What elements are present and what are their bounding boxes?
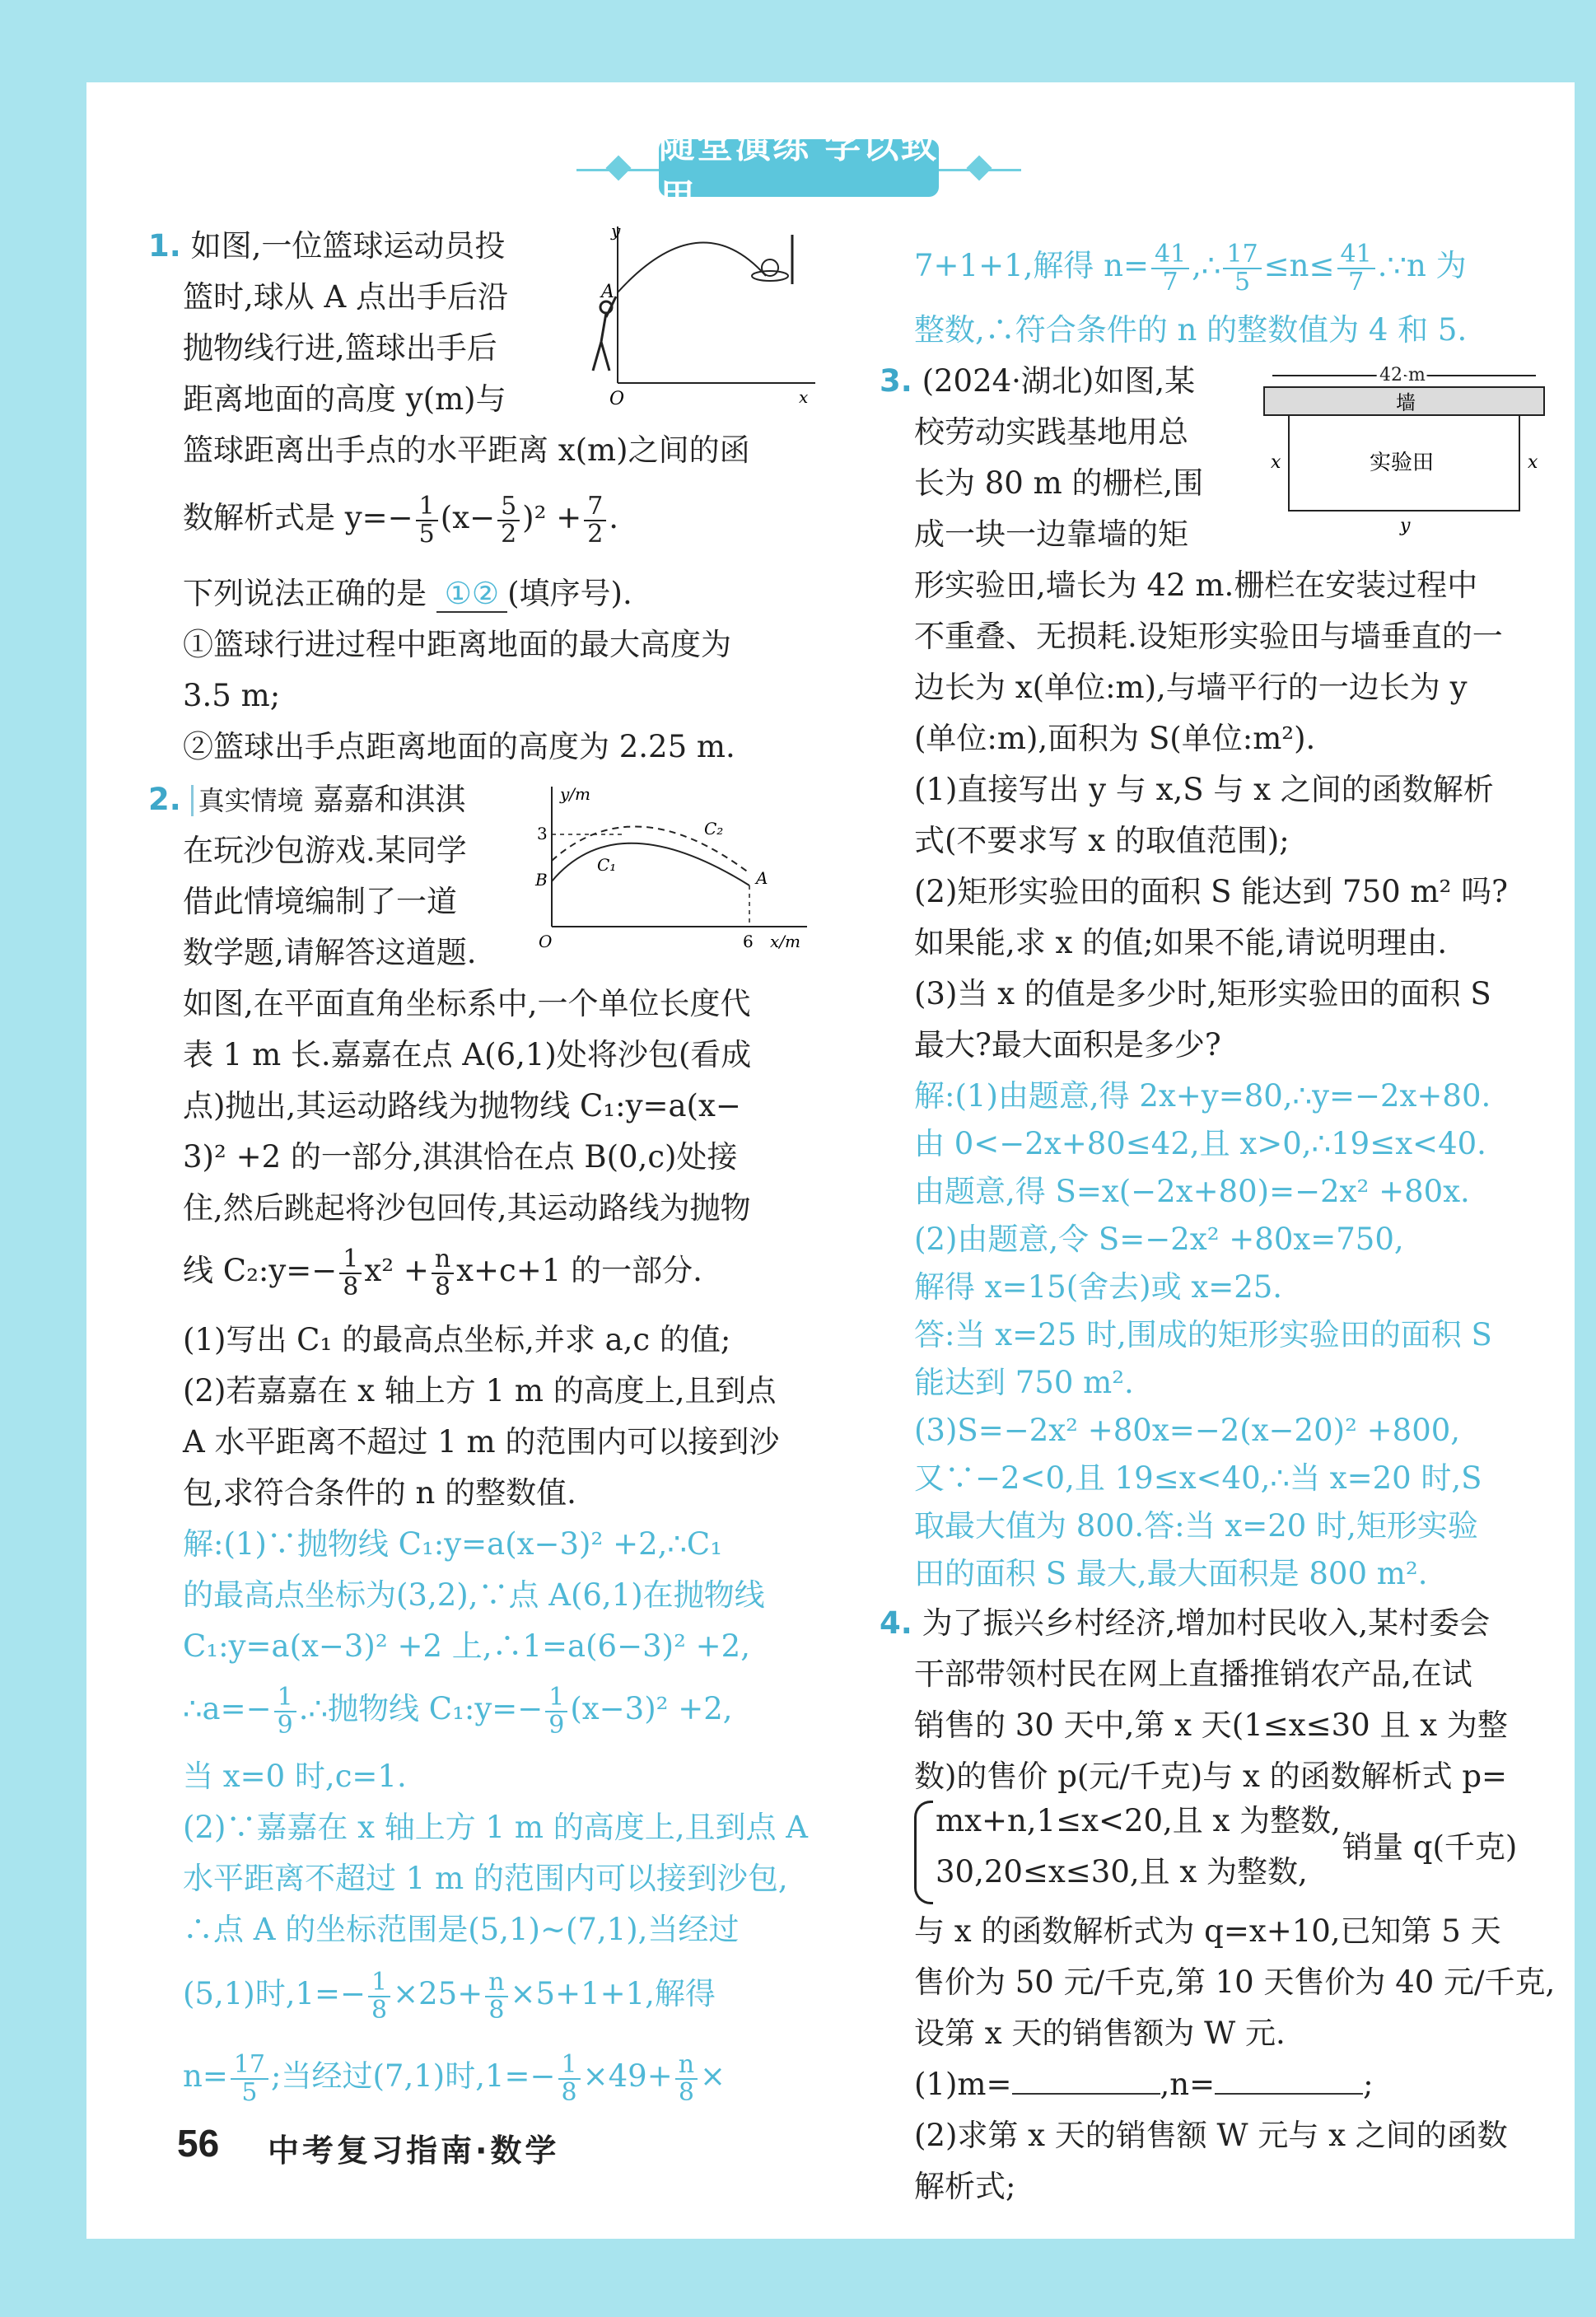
q3-sol10: 取最大值为 800.答:当 x=20 时,矩形实验 (914, 1508, 1478, 1544)
label-O: O (539, 932, 553, 951)
q2-part2b: A 水平距离不超过 1 m 的范围内可以接到沙 (183, 1424, 780, 1460)
m-blank[interactable] (1012, 2060, 1160, 2095)
q3-line2: 校劳动实践基地用总 (914, 414, 1188, 450)
label-x: x/m (770, 932, 800, 951)
q2-sol8: ∴点 A 的坐标范围是(5,1)~(7,1),当经过 (183, 1912, 740, 1947)
banner-line-right (939, 169, 1021, 171)
q3-sol6: 答:当 x=25 时,围成的矩形实验田的面积 S (914, 1317, 1492, 1352)
piecewise-brace (914, 1801, 933, 1904)
player (593, 297, 616, 371)
q3-line9: (1)直接写出 y 与 x,S 与 x 之间的函数解析 (914, 772, 1494, 807)
q2-part1: (1)写出 C₁ 的最高点坐标,并求 a,c 的值; (183, 1322, 731, 1357)
q4-sales: 销量 q(千克) (1342, 1829, 1518, 1865)
fraction: $\frac{5}{2}$ (497, 493, 520, 548)
q3-line13: (3)当 x 的值是多少时,矩形实验田的面积 S (914, 976, 1491, 1011)
sandbag-figure (527, 778, 824, 960)
fraction: $\frac{1}{9}$ (274, 1684, 296, 1739)
right-border (1575, 0, 1596, 2317)
label-length: 42 m (1379, 365, 1426, 385)
q2-c2-formula: 线 C₂:y=− $\frac{1}{8}$ x² + $\frac{n}{8}$ x+c+1 的一部分. (183, 1244, 702, 1301)
q2-line5: 如图,在平面直角坐标系中,一个单位长度代 (183, 986, 751, 1021)
label-y: y/m (560, 784, 591, 804)
label-wall: 墙 (1396, 391, 1416, 414)
label-y: y (1400, 516, 1411, 536)
q3-line10: 式(不要求写 x 的取值范围); (914, 823, 1290, 858)
label-O: O (609, 389, 625, 408)
label-B: B (535, 870, 548, 890)
q4-line6: 售价为 50 元/千克,第 10 天售价为 40 元/千克, (914, 1964, 1556, 2000)
q3-line14: 最大?最大面积是多少? (914, 1027, 1221, 1063)
q3-line5: 形实验田,墙长为 42 m.栅栏在安装过程中 (914, 568, 1478, 603)
q1-option1a: ①篮球行进过程中距离地面的最大高度为 (183, 627, 731, 662)
question-number: 1. (148, 228, 181, 264)
question-number: 2. (148, 782, 181, 817)
q3-line4: 成一块一边靠墙的矩 (914, 516, 1188, 552)
q3-sol3: 由题意,得 S=x(−2x+80)=−2x² +80x. (914, 1174, 1470, 1209)
banner-title: 随堂演练 学以致用 (659, 124, 939, 219)
label-A: A (601, 282, 614, 302)
q2-line8: 3)² +2 的一部分,淇淇恰在点 B(0,c)处接 (183, 1139, 738, 1175)
label-x: x (799, 387, 809, 407)
label-C1: C₁ (597, 855, 617, 875)
fraction: $\frac{1}{8}$ (368, 1969, 390, 2024)
q3-line12: 如果能,求 x 的值;如果不能,请说明理由. (914, 925, 1448, 960)
q3-line8: (单位:m),面积为 S(单位:m²). (914, 721, 1316, 756)
page-number: 56 (177, 2122, 220, 2165)
q1-line4: 距离地面的高度 y(m)与 (183, 381, 506, 417)
label-A: A (756, 868, 768, 888)
q2-line9: 住,然后跳起将沙包回传,其运动路线为抛物 (183, 1190, 751, 1226)
q4-part2a: (2)求第 x 天的销售额 W 元与 x 之间的函数 (914, 2118, 1508, 2153)
q4-line3: 销售的 30 天中,第 x 天(1≤x≤30 且 x 为整 (914, 1707, 1508, 1743)
section-banner (576, 124, 1021, 219)
book-title: 中考复习指南·数学 (268, 2132, 560, 2169)
q1-line5: 篮球距离出手点的水平距离 x(m)之间的函 (183, 432, 750, 468)
q4-line2: 干部带领村民在网上直播推销农产品,在试 (914, 1656, 1472, 1692)
diamond-icon (605, 155, 631, 180)
q2-part2c: 包,求符合条件的 n 的整数值. (183, 1475, 576, 1511)
label-6: 6 (743, 932, 754, 951)
q1-line1: 1. 如图,一位篮球运动员投 (148, 228, 506, 264)
fraction: $\frac{7}{2}$ (584, 493, 606, 548)
q3-sol1: 解:(1)由题意,得 2x+y=80,∴y=−2x+80. (914, 1078, 1491, 1114)
n-blank[interactable] (1215, 2060, 1363, 2095)
fraction: $\frac{n}{8}$ (675, 2052, 698, 2106)
q1-line2: 篮时,球从 A 点出手后沿 (183, 279, 509, 315)
q2-line6: 表 1 m 长.嘉嘉在点 A(6,1)处将沙包(看成 (183, 1037, 752, 1072)
q2-line3: 借此情境编制了一道 (183, 884, 457, 919)
bottom-border (0, 2239, 1596, 2317)
label-3: 3 (537, 824, 548, 843)
q2-sol9: (5,1)时,1=− $\frac{1}{8}$ ×25+ $\frac{n}{8}$ ×5+1+1,解得 (183, 1967, 716, 2025)
q3-line6: 不重叠、无损耗.设矩形实验田与墙垂直的一 (914, 619, 1503, 654)
label-x-right: x (1528, 452, 1538, 473)
q4-case1: mx+n,1≤x<20,且 x 为整数, (936, 1803, 1341, 1838)
q4-line5: 与 x 的函数解析式为 q=x+10,已知第 5 天 (914, 1913, 1501, 1949)
q1-line3: 抛物线行进,篮球出手后 (183, 330, 497, 366)
fraction: $\frac{41}{7}$ (1337, 241, 1375, 296)
diamond-icon (966, 155, 992, 180)
q3-sol2: 由 0<−2x+80≤42,且 x>0,∴19≤x<40. (914, 1126, 1486, 1161)
label-x-left: x (1271, 452, 1281, 473)
q3-sol7: 能达到 750 m². (914, 1365, 1134, 1400)
q2-sol2: 的最高点坐标为(3,2),∵点 A(6,1)在抛物线 (183, 1577, 765, 1613)
fraction: $\frac{1}{9}$ (545, 1684, 567, 1739)
q2-line1: 2. 真实情境 嘉嘉和淇淇 (148, 782, 466, 817)
q2-part2a: (2)若嘉嘉在 x 轴上方 1 m 的高度上,且到点 (183, 1373, 777, 1408)
fraction: $\frac{1}{5}$ (416, 493, 438, 548)
q4-case2: 30,20≤x≤30,且 x 为整数, (936, 1854, 1308, 1890)
q4-part1: (1)m= ,n= ; (914, 2059, 1374, 2110)
q3-sol9: 又∵−2<0,且 19≤x<40,∴当 x=20 时,S (914, 1460, 1482, 1496)
q3-sol8: (3)S=−2x² +80x=−2(x−20)² +800, (914, 1413, 1461, 1448)
q2-sol11: 7+1+1,解得 n= $\frac{41}{7}$ ,∴ $\frac{17}{5}$ ≤n≤ $\frac{41}{7}$ .∵n 为 (914, 239, 1467, 297)
q2-sol7: 水平距离不超过 1 m 的范围内可以接到沙包, (183, 1861, 788, 1896)
ball (762, 259, 778, 276)
q4-line1: 4. 为了振兴乡村经济,增加村民收入,某村委会 (880, 1605, 1491, 1641)
q2-sol5: 当 x=0 时,c=1. (183, 1759, 407, 1794)
q2-sol12: 整数,∴符合条件的 n 的整数值为 4 和 5. (914, 312, 1468, 348)
q2-line2: 在玩沙包游戏.某同学 (183, 833, 467, 868)
q2-sol1: 解:(1)∵抛物线 C₁:y=a(x−3)² +2,∴C₁ (183, 1526, 723, 1562)
q2-sol4: ∴a=− $\frac{1}{9}$ .∴抛物线 C₁:y=− $\frac{1}{9}$ (x−3)² +2, (183, 1682, 733, 1740)
q3-sol11: 田的面积 S 最大,最大面积是 800 m². (914, 1556, 1428, 1591)
q2-sol10: n= $\frac{17}{5}$ ;当经过(7,1)时,1=− $\frac{1}{8}$ ×49+ $\frac{n}{8}$ × (183, 2049, 726, 2107)
fraction: $\frac{41}{7}$ (1151, 241, 1189, 296)
q2-sol3: C₁:y=a(x−3)² +2 上,∴1=a(6−3)² +2, (183, 1628, 750, 1664)
q3-line3: 长为 80 m 的栅栏,围 (914, 465, 1204, 501)
fraction: $\frac{n}{8}$ (432, 1246, 454, 1301)
q4-line4: 数)的售价 p(元/千克)与 x 的函数解析式 p= (914, 1759, 1508, 1794)
q4-line7: 设第 x 天的销售额为 W 元. (914, 2016, 1286, 2051)
label-C2: C₂ (704, 819, 724, 839)
q4-part2b: 解析式; (914, 2169, 1016, 2204)
q2-sol6: (2)∵嘉嘉在 x 轴上方 1 m 的高度上,且到点 A (183, 1810, 808, 1845)
q3-line7: 边长为 x(单位:m),与墙平行的一边长为 y (914, 670, 1468, 705)
trajectory-curve (618, 243, 766, 293)
curve-c1 (552, 843, 749, 885)
top-border (0, 0, 1596, 82)
fraction: $\frac{n}{8}$ (485, 1969, 507, 2024)
q1-prompt: 下列说法正确的是 ①② (填序号). (183, 576, 632, 611)
fraction: $\frac{17}{5}$ (1223, 241, 1261, 296)
fraction: $\frac{1}{8}$ (339, 1246, 362, 1301)
q2-line7: 点)抛出,其运动路线为抛物线 C₁:y=a(x− (183, 1088, 741, 1123)
q1-option2: ②篮球出手点距离地面的高度为 2.25 m. (183, 729, 735, 764)
q2-line4: 数学题,请解答这道题. (183, 935, 477, 970)
basketball-figure (576, 218, 832, 408)
field-figure (1256, 362, 1552, 544)
label-y: y (611, 221, 621, 241)
fraction: $\frac{1}{8}$ (558, 2052, 581, 2106)
q3-sol5: 解得 x=15(舍去)或 x=25. (914, 1269, 1283, 1305)
q1-option1b: 3.5 m; (183, 678, 281, 713)
question-number: 3. (880, 363, 912, 399)
answer-blank: ①② (436, 576, 507, 613)
q3-sol4: (2)由题意,令 S=−2x² +80x=750, (914, 1222, 1404, 1257)
q1-formula: 数解析式是 y=− $\frac{1}{5}$ (x− $\frac{5}{2}$ )² + $\frac{7}{2}$ . (183, 491, 619, 549)
q3-line1: 3. (2024·湖北)如图,某 (880, 363, 1196, 399)
context-tag: 真实情境 (191, 785, 304, 816)
fraction: $\frac{17}{5}$ (231, 2052, 268, 2106)
q3-line11: (2)矩形实验田的面积 S 能达到 750 m² 吗? (914, 874, 1508, 909)
left-border (0, 0, 86, 2317)
question-number: 4. (880, 1605, 912, 1641)
label-field: 实验田 (1370, 451, 1435, 475)
